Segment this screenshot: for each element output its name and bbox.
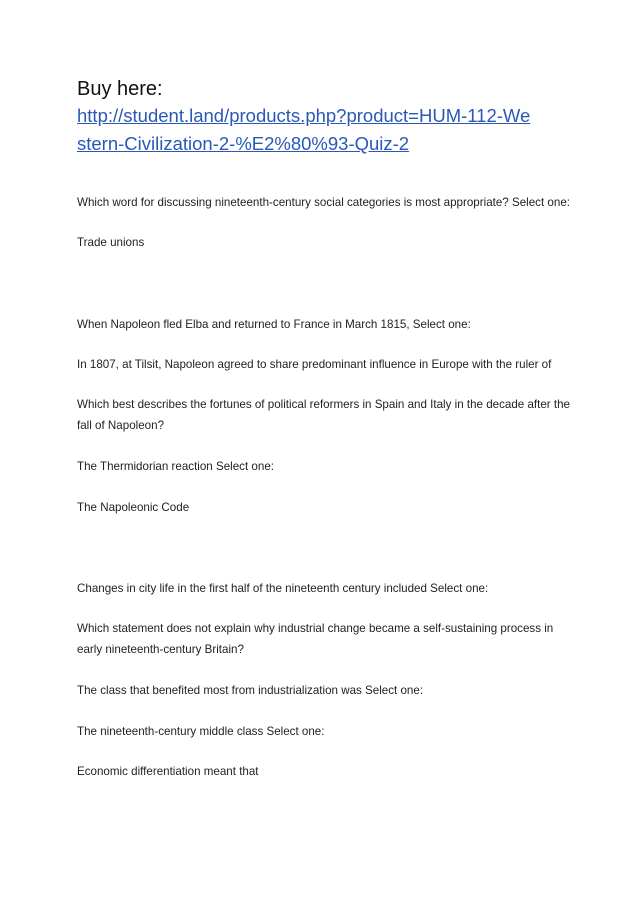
product-link-line-2[interactable]: stern-Civilization-2-%E2%80%93-Quiz-2 bbox=[77, 133, 410, 154]
question-napoleon-elba: When Napoleon fled Elba and returned to France in March 1815, Select one: bbox=[77, 318, 471, 331]
question-reformers-line-1: Which best describes the fortunes of political reformers in Spain and Italy in the decade after the bbox=[77, 398, 571, 411]
buy-here-heading: Buy here: bbox=[77, 78, 163, 100]
question-industrial-change-line-2: early nineteenth-century Britain? bbox=[77, 643, 244, 656]
question-middle-class: The nineteenth-century middle class Select one: bbox=[77, 725, 325, 738]
question-city-life: Changes in city life in the first half of the nineteenth century included Select one: bbox=[77, 582, 489, 595]
text-napoleonic-code: The Napoleonic Code bbox=[77, 501, 190, 514]
question-thermidorian: The Thermidorian reaction Select one: bbox=[77, 460, 274, 473]
question-tilsit: In 1807, at Tilsit, Napoleon agreed to share predominant influence in Europe with the ruler of bbox=[77, 358, 552, 371]
question-economic-differentiation: Economic differentiation meant that bbox=[77, 765, 259, 778]
text-trade-unions: Trade unions bbox=[77, 236, 145, 249]
question-industrial-change-line-1: Which statement does not explain why industrial change became a self-sustaining process in bbox=[77, 622, 554, 635]
question-reformers-line-2: fall of Napoleon? bbox=[77, 419, 165, 432]
product-link-line-1[interactable]: http://student.land/products.php?product=HUM-112-We bbox=[77, 105, 531, 126]
question-class-benefited: The class that benefited most from industrialization was Select one: bbox=[77, 684, 424, 697]
question-social-categories: Which word for discussing nineteenth-century social categories is most appropriate? Select one: bbox=[77, 196, 570, 209]
